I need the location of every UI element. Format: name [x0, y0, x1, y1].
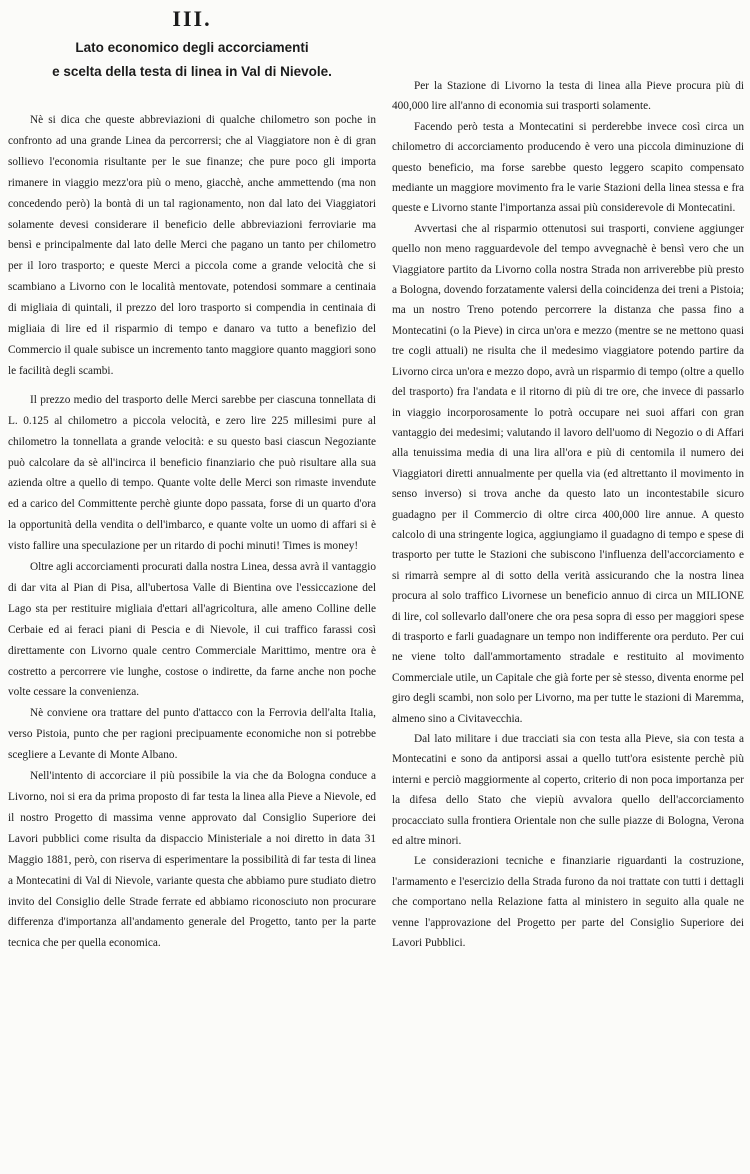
- paragraph: Il prezzo medio del trasporto delle Merci sarebbe per ciascuna tonnellata di L. 0.125 al chilometro a piccola velocità, e zero lire 225 millesimi pure al chilometro la tonnellata a grande velocità: e su questo basi ciascun Negoziante può calcolare da sè all'incirca il beneficio finanziario che può risultare alla sua azienda oltre a quello di tempo. Quante volte delle Merci son rimaste invendute ed a carico del Committente perchè giunte dopo passata, forse di un quarto d'ora la opportunità della vendita o dell'imbarco, e quante volte un uomo di affari si è visto fallire una speculazione per un ritardo di pochi minuti! Times is money!: [8, 393, 376, 553]
- left-column: [8, 0, 376, 954]
- section-title-line2: e scelta della testa di linea in Val di Nievole.: [52, 64, 332, 79]
- section-title-line1: Lato economico degli accorciamenti: [75, 40, 309, 55]
- paragraph: Facendo però testa a Montecatini si perderebbe invece così circa un chilometro di accorciamento producendo è vero una piccola diminuzione di questo beneficio, ma forse sarebbe questo leggero scapito compensato mediante un maggiore movimento fra le varie Stazioni della linea stessa e fra queste e Livorno stante l'importanza assai più considerevole di Montecatini.: [392, 120, 744, 215]
- chapter-number: III.: [172, 6, 212, 31]
- right-column: [392, 76, 744, 953]
- paragraph: Avvertasi che al risparmio ottenutosi sui trasporti, conviene aggiunger quello non meno ragguardevole del tempo avvegnachè è bensì vero che un Viaggiatore partito da Livorno colla nostra Strada non arriverebbe più presto a Bologna, dovendo forzatamente valersi della coincidenza dei treni a Pistoia; ma un nostro Treno potendo percorrere la distanza che passa fino a Montecatini (o la Pieve) in circa un'ora e mezzo (mentre se ne mettono quasi tre cogli attuali) ne risulta che il medesimo viaggiatore potendo partire da Livorno circa un'ora e mezzo dopo, avrà un risparmio di tempo (oltre a quello del trasporto) fra l'andata e il ritorno di più di tre ore, che invece di passarlo in viaggio incorporosamente lo potrà occupare nei suoi affari con gran vantaggio dei medesimi; valutando il lavoro dell'uomo di Negozio o di Affari alla tenuissima media di una lira all'ora e più di centomila il numero dei Viaggiatori diretti annualmente per quella via (ed altrettanto il movimento in senso inverso) si trova anche da questo lato un incontestabile sicuro guadagno per il Commercio di oltre circa 400,000 lire annue. A questo calcolo di una stringente logica, aggiungiamo il guadagno di tempo e spese di trasporto per tutte le Stazioni che subiscono l'influenza dell'accorciamento e si rimarrà sempre al di sotto della verità assicurando che la nostra linea procura al solo traffico Livornese un beneficio annuo di circa un MILIONE di lire, col sollevarlo dall'onere che ora pesa sopra di esso per maggiori spese di trasporto e farli guadagnare un tempo non indifferente ora perduto. Per cui ne viene tolto dall'ammortamento stradale e restituito al movimento Commerciale utile, un Capitale che già forte per sè stesso, diventa enorme pel giro degli scambi, non solo per Livorno, ma per tutte le stazioni di Maremma, almeno sino a Civitavecchia.: [392, 222, 744, 725]
- paragraph: Dal lato militare i due tracciati sia con testa alla Pieve, sia con testa a Montecatini e sono da antiporsi assai a quello tutt'ora esistente perchè più interni e perciò maggiormente al coperto, criterio di non poca importanza per la difesa dello Stato che viepiù avvalora quello dell'accorciamento procacciato sulla frontiera Orientale non che sulle piazze di Bologna, Verona ed altre minori.: [392, 733, 744, 848]
- paragraph: Le considerazioni tecniche e finanziarie riguardanti la costruzione, l'armamento e l'esercizio della Strada furono da noi trattate con tutti i dettagli che comportano nella Relazione fatta al ministero in seguito alla quale ne venne l'approvazione del Progetto per parte del Consiglio Superiore dei Lavori Pubblici.: [392, 855, 744, 950]
- paragraph: Nè conviene ora trattare del punto d'attacco con la Ferrovia dell'alta Italia, verso Pistoia, punto che per ragioni precipuamente economiche non si potrebbe scegliere a Levante di Monte Albano.: [8, 707, 376, 762]
- paragraph: Nè si dica che queste abbreviazioni di qualche chilometro son poche in confronto ad una grande Linea da percorrersi; che al Viaggiatore non è di gran sollievo l'economia risultante per le sue finanze; che pure poco gli importa rimanere in viaggio mezz'ora più o meno, giacchè, anche ammettendo (ma non concedendo però) la bontà di un tal ragionamento, non dal lato dei Viaggiatori solamente devesi considerare il beneficio delle abbreviazioni ferroviarie ma bensì e principalmente dal lato delle Merci che pagano un tanto per chilometro per il loro trasporto; e queste Merci a piccola come a grande velocità che si scambiano a Livorno con le località mentovate, potendosi sommare a centinaia di migliaia di quintali, il prezzo del loro trasporto si compendia in centinaia di migliaia di lire ed il risparmio di tempo e danaro va tutto a benefizio del Commercio il quale subisce un incremento tanto maggiore quanto maggiori sono le facilità degli scambi.: [8, 114, 376, 377]
- paragraph: Oltre agli accorciamenti procurati dalla nostra Linea, dessa avrà il vantaggio di dar vita al Pian di Pisa, all'ubertosa Valle di Bientina ove l'essiccazione del Lago sta per restituire migliaia d'ettari all'agricoltura, alle ameno Colline delle Cerbaie ed ai feraci piani di Pescia e di Nievole, il cui traffico farassi così direttamente con Livorno quale centro Commerciale Marittimo, mentre ora è costretto a percorrere vie lunghe, costose o indirette, da farne anche non poche volte cessare la convenienza.: [8, 561, 376, 699]
- paragraph: Nell'intento di accorciare il più possibile la via che da Bologna conduce a Livorno, noi si era da prima proposto di far testa la linea alla Pieve a Nievole, ed il nostro Progetto di massima venne approvato dal Consiglio Superiore dei Lavori pubblici come risulta da dispaccio Ministeriale a noi diretto in data 31 Maggio 1881, però, con riserva di esperimentare la possibilità di far testa di linea a Montecatini di Val di Nievole, variante questa che abbiamo pure studiato dietro invito del Consiglio delle Strade ferrate ed abbiamo riconosciuto non procurare differenza d'importanza all'andamento generale del Progetto, tanto per la parte tecnica che per quella economica.: [8, 770, 376, 950]
- paragraph: Per la Stazione di Livorno la testa di linea alla Pieve procura più di 400,000 lire all'anno di economia sui trasporti solamente.: [392, 80, 744, 113]
